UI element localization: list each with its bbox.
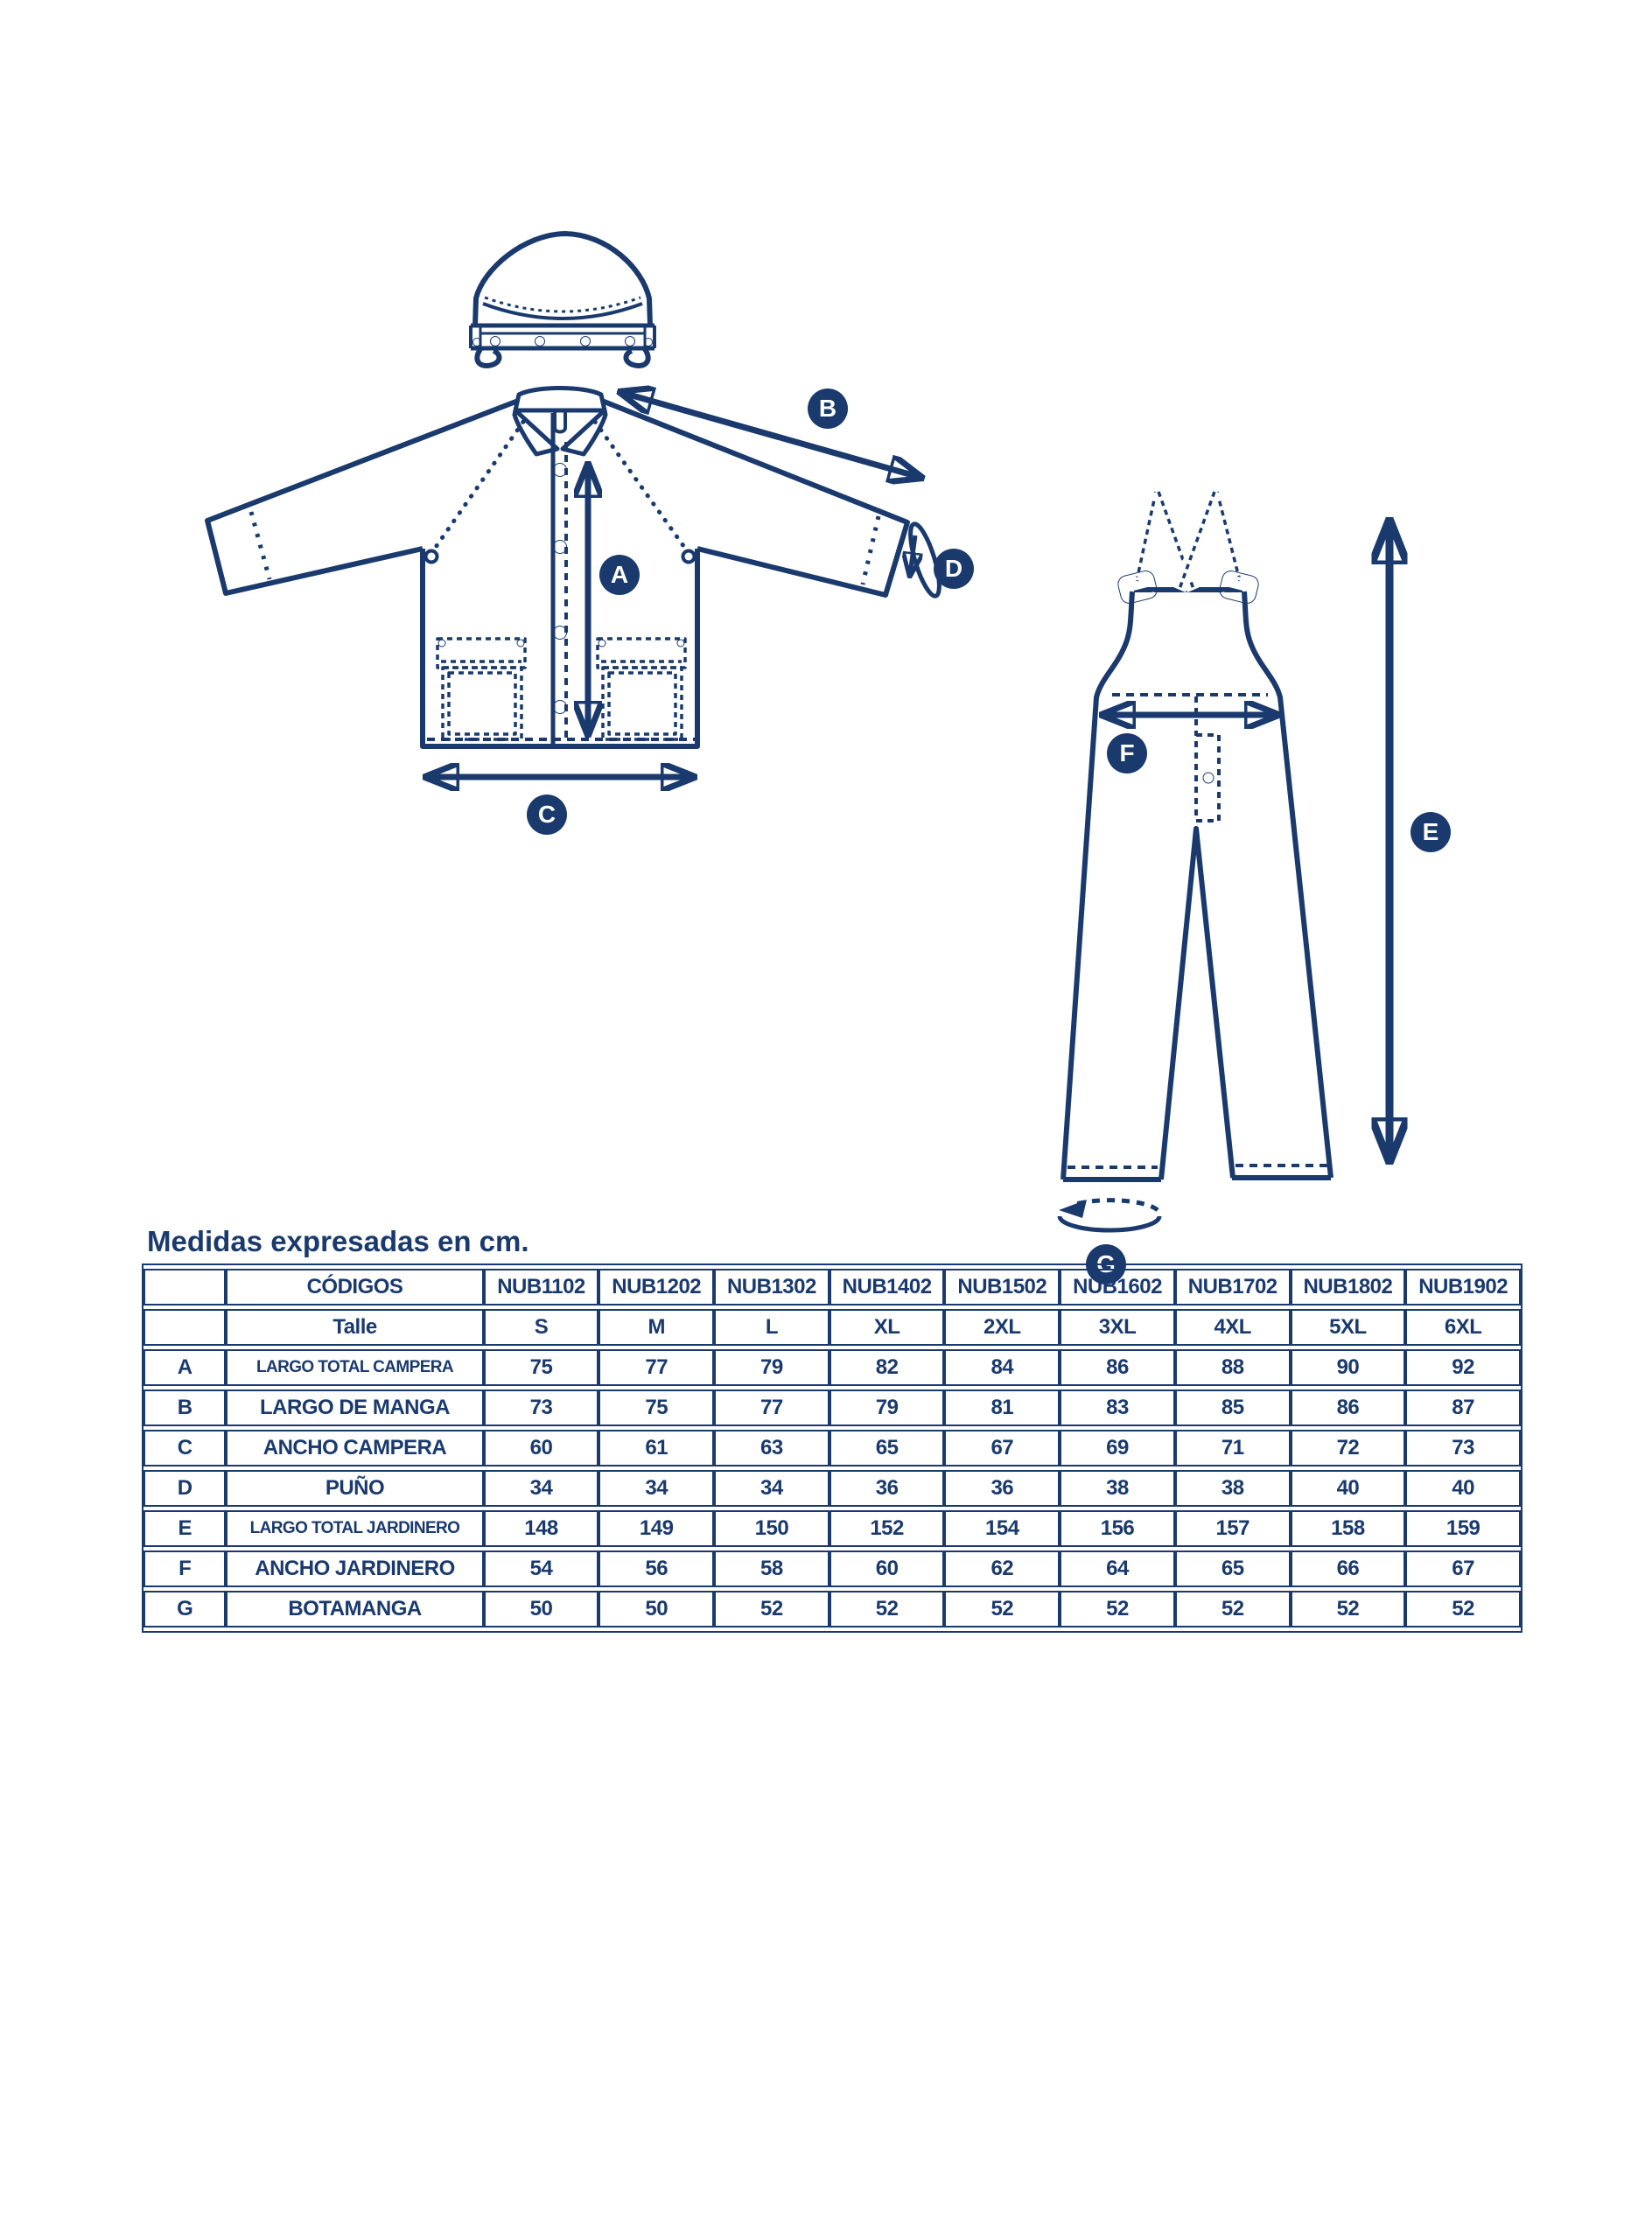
jacket-right-pocket: [598, 639, 685, 739]
value-cell: 65: [1175, 1550, 1291, 1587]
table-row: [144, 1390, 1521, 1426]
value-cell: 52: [944, 1591, 1060, 1628]
arrow-b-sleeve-length: [623, 393, 919, 477]
value-cell: 148: [484, 1510, 599, 1547]
hood-snap-dot: [626, 337, 635, 346]
value-cell: 79: [714, 1349, 830, 1386]
table-row: [144, 1269, 1521, 1306]
jacket-body: [423, 549, 697, 746]
value-cell: 52: [1291, 1591, 1406, 1628]
strap-buckle-left: [1116, 569, 1158, 605]
hood-snap-dot: [581, 337, 591, 346]
measure-label-cell: ANCHO JARDINERO: [226, 1550, 483, 1587]
hood-snap-dot: [536, 337, 545, 346]
jacket-left-sleeve: [207, 401, 518, 593]
value-cell: 34: [598, 1470, 714, 1507]
measure-label-cell: BOTAMANGA: [226, 1591, 483, 1628]
value-cell: 77: [598, 1349, 714, 1386]
hood-drawing: [471, 234, 654, 366]
measure-badge-c: C: [527, 794, 567, 835]
value-cell: 75: [484, 1349, 599, 1386]
value-cell: 67: [944, 1430, 1060, 1466]
size-cell: 6XL: [1405, 1309, 1521, 1346]
value-cell: 52: [714, 1591, 830, 1628]
code-cell: NUB1402: [830, 1269, 945, 1306]
jacket-button: [554, 541, 567, 554]
hood-hook-right: [626, 349, 648, 366]
units-note: Medidas expresadas en cm.: [147, 1225, 529, 1257]
size-table: [142, 1264, 1522, 1633]
value-cell: 52: [1405, 1591, 1521, 1628]
value-cell: 149: [598, 1510, 714, 1547]
jacket-collar: [514, 388, 606, 455]
strap-buckle-right: [1218, 569, 1260, 605]
value-cell: 88: [1175, 1349, 1291, 1386]
jacket-left-pocket: [438, 639, 525, 739]
value-cell: 150: [714, 1510, 830, 1547]
value-cell: 60: [830, 1550, 945, 1587]
size-cell: 5XL: [1291, 1309, 1406, 1346]
code-cell: NUB1802: [1291, 1269, 1406, 1306]
measure-letter-cell: C: [144, 1430, 226, 1466]
hood-hook-left: [477, 349, 499, 366]
size-cell: 4XL: [1175, 1309, 1291, 1346]
value-cell: 87: [1405, 1390, 1521, 1426]
value-cell: 64: [1060, 1550, 1175, 1587]
measure-letter-cell: A: [144, 1349, 226, 1386]
value-cell: 158: [1291, 1510, 1406, 1547]
value-cell: 36: [830, 1470, 945, 1507]
measure-badge-a: A: [599, 555, 640, 595]
value-cell: 50: [598, 1591, 714, 1628]
value-cell: 58: [714, 1550, 830, 1587]
jacket-button: [554, 701, 567, 714]
value-cell: 52: [1060, 1591, 1175, 1628]
value-cell: 60: [484, 1430, 599, 1466]
size-cell: S: [484, 1309, 599, 1346]
value-cell: 82: [830, 1349, 945, 1386]
value-cell: 83: [1060, 1390, 1175, 1426]
jacket-button: [554, 626, 567, 640]
value-cell: 52: [1175, 1591, 1291, 1628]
value-cell: 92: [1405, 1349, 1521, 1386]
underarm-eyelet: [683, 551, 695, 563]
size-table-body: [144, 1269, 1521, 1628]
arrow-d-cuff: [910, 536, 915, 574]
code-cell: NUB1102: [484, 1269, 599, 1306]
value-cell: 159: [1405, 1510, 1521, 1547]
measure-label-cell: LARGO TOTAL JARDINERO: [226, 1510, 483, 1547]
value-cell: 36: [944, 1470, 1060, 1507]
table-row: [144, 1430, 1521, 1466]
value-cell: 52: [830, 1591, 945, 1628]
table-row: [144, 1349, 1521, 1386]
table-row: [144, 1510, 1521, 1547]
value-cell: 77: [714, 1390, 830, 1426]
value-cell: 38: [1175, 1470, 1291, 1507]
value-cell: 69: [1060, 1430, 1175, 1466]
corner-cell: [144, 1269, 226, 1306]
value-cell: 81: [944, 1390, 1060, 1426]
measure-letter-cell: G: [144, 1591, 226, 1628]
value-cell: 38: [1060, 1470, 1175, 1507]
jacket-right-sleeve: [602, 401, 907, 595]
code-cell: NUB1502: [944, 1269, 1060, 1306]
value-cell: 152: [830, 1510, 945, 1547]
table-row: [144, 1550, 1521, 1587]
codes-header-cell: CÓDIGOS: [226, 1269, 483, 1306]
size-cell: M: [598, 1309, 714, 1346]
measure-letter-cell: D: [144, 1470, 226, 1507]
jacket-button: [554, 464, 567, 477]
value-cell: 61: [598, 1430, 714, 1466]
code-cell: NUB1602: [1060, 1269, 1175, 1306]
value-cell: 34: [484, 1470, 599, 1507]
value-cell: 34: [714, 1470, 830, 1507]
size-cell: 2XL: [944, 1309, 1060, 1346]
measure-letter-cell: B: [144, 1390, 226, 1426]
value-cell: 154: [944, 1510, 1060, 1547]
value-cell: 73: [1405, 1430, 1521, 1466]
value-cell: 66: [1291, 1550, 1406, 1587]
code-cell: NUB1202: [598, 1269, 714, 1306]
value-cell: 85: [1175, 1390, 1291, 1426]
code-cell: NUB1902: [1405, 1269, 1521, 1306]
value-cell: 40: [1291, 1470, 1406, 1507]
corner-cell: [144, 1309, 226, 1346]
measure-badge-e: E: [1410, 812, 1451, 852]
value-cell: 62: [944, 1550, 1060, 1587]
measure-label-cell: ANCHO CAMPERA: [226, 1430, 483, 1466]
measure-badge-d: D: [934, 549, 974, 589]
value-cell: 72: [1291, 1430, 1406, 1466]
value-cell: 79: [830, 1390, 945, 1426]
jacket-drawing: [207, 388, 945, 778]
suspender-straps: [1116, 488, 1260, 606]
value-cell: 50: [484, 1591, 599, 1628]
value-cell: 54: [484, 1550, 599, 1587]
size-cell: 3XL: [1060, 1309, 1175, 1346]
value-cell: 86: [1060, 1349, 1175, 1386]
table-row: [144, 1591, 1521, 1628]
measure-label-cell: LARGO DE MANGA: [226, 1390, 483, 1426]
code-cell: NUB1302: [714, 1269, 830, 1306]
overalls-inseam: [1161, 829, 1233, 1180]
value-cell: 73: [484, 1390, 599, 1426]
fly-button: [1203, 773, 1214, 783]
value-cell: 63: [714, 1430, 830, 1466]
hem-girth-ellipse: [1059, 1200, 1159, 1230]
size-cell: L: [714, 1309, 830, 1346]
value-cell: 56: [598, 1550, 714, 1587]
underarm-eyelet: [426, 551, 438, 563]
size-header-cell: Talle: [226, 1309, 483, 1346]
measure-letter-cell: E: [144, 1510, 226, 1547]
value-cell: 71: [1175, 1430, 1291, 1466]
value-cell: 84: [944, 1349, 1060, 1386]
measure-label-cell: LARGO TOTAL CAMPERA: [226, 1349, 483, 1386]
value-cell: 65: [830, 1430, 945, 1466]
table-row: [144, 1309, 1521, 1346]
value-cell: 86: [1291, 1390, 1406, 1426]
size-cell: XL: [830, 1309, 945, 1346]
value-cell: 67: [1405, 1550, 1521, 1587]
value-cell: 75: [598, 1390, 714, 1426]
code-cell: NUB1702: [1175, 1269, 1291, 1306]
overalls-drawing: [1059, 488, 1390, 1230]
measure-letter-cell: F: [144, 1550, 226, 1587]
value-cell: 90: [1291, 1349, 1406, 1386]
value-cell: 40: [1405, 1470, 1521, 1507]
overalls-fly: [1196, 735, 1219, 821]
measure-badge-f: F: [1107, 733, 1147, 774]
table-row: [144, 1470, 1521, 1507]
hood-snap-dot: [491, 337, 500, 346]
measure-label-cell: PUÑO: [226, 1470, 483, 1507]
value-cell: 156: [1060, 1510, 1175, 1547]
value-cell: 157: [1175, 1510, 1291, 1547]
measure-badge-b: B: [808, 388, 848, 429]
measure-badge-g: G: [1086, 1244, 1126, 1284]
